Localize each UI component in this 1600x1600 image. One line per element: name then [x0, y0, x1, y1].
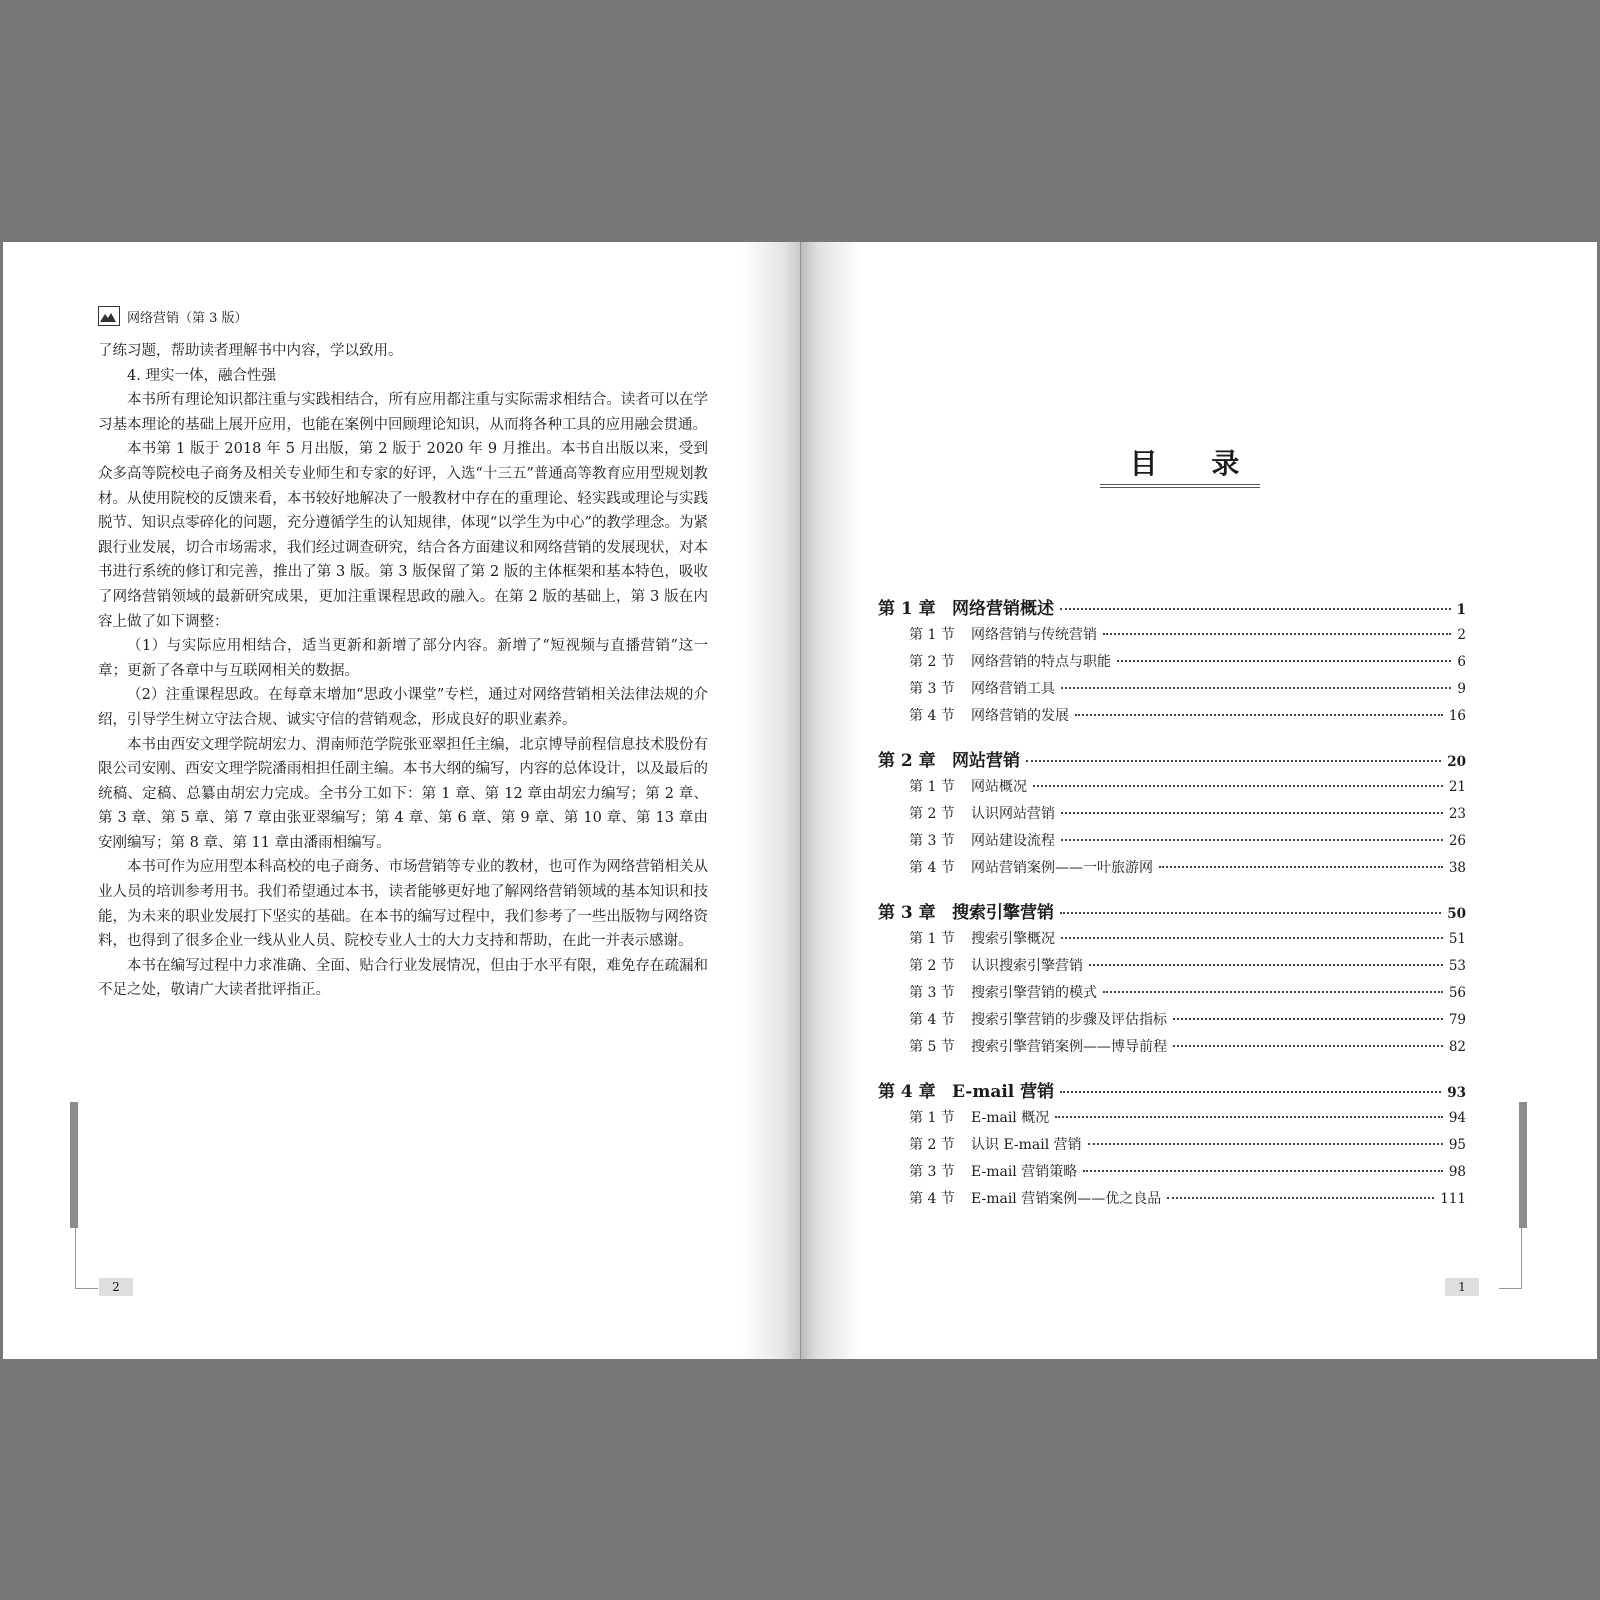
- toc-section-page: 95: [1448, 1137, 1466, 1153]
- paragraph: 本书由西安文理学院胡宏力、渭南师范学院张亚翠担任主编，北京博导前程信息技术股份有限公司安刚、西安文理学院潘雨相担任副主编。本书大纲的编写，内容的总体设计，以及最后的统稿、定稿、总纂由胡宏力完成。全书分工如下：第 1 章、第 12 章由胡宏力编写；第 2 章、第 3 章、第 5 章、第 7 章由张亚翠编写；第 4 章、第 6 章、第 9 章、第 10 章、第 13 章由安刚编写；第 8 章、第 11 章由潘雨相编写。: [98, 736, 708, 851]
- dot-leader: [1060, 912, 1441, 914]
- toc-section-number: 第 2 节: [909, 958, 955, 974]
- toc-section-label: [909, 651, 1111, 671]
- toc-section[interactable]: [878, 624, 1466, 651]
- toc-section[interactable]: [878, 1161, 1466, 1188]
- paragraph: （2）注重课程思政。在每章末增加“思政小课堂”专栏，通过对网络营销相关法律法规的介绍，引导学生树立守法合规、诚实守信的营销观念，形成良好的职业素养。: [98, 687, 708, 728]
- dot-leader: [1055, 1116, 1443, 1118]
- dot-leader: [1083, 1170, 1443, 1172]
- toc-section-label: [909, 830, 1055, 850]
- toc-section-page: 38: [1448, 860, 1466, 876]
- toc-chapter-title: 网络营销概述: [952, 599, 1054, 619]
- toc-section-title: E-mail 概况: [971, 1110, 1050, 1126]
- paragraph: 了练习题，帮助读者理解书中内容，学以致用。: [98, 343, 403, 359]
- toc-section[interactable]: [878, 955, 1466, 982]
- toc-section-page: 23: [1448, 806, 1466, 822]
- toc-chapter-page: 50: [1447, 906, 1466, 922]
- dot-leader: [1103, 991, 1443, 993]
- toc-section-page: 79: [1448, 1012, 1466, 1028]
- toc-section-title: 搜索引擎营销的步骤及评估指标: [971, 1012, 1167, 1028]
- dot-leader: [1061, 812, 1443, 814]
- toc-section[interactable]: [878, 1107, 1466, 1134]
- toc-section[interactable]: [878, 1188, 1466, 1215]
- toc-section-title: 网络营销工具: [971, 681, 1055, 697]
- page-number: 2: [99, 1278, 133, 1296]
- toc-section-number: 第 2 节: [909, 806, 955, 822]
- toc-section-label: [909, 857, 1153, 877]
- toc-title: 目 录: [1129, 447, 1262, 480]
- toc-section-number: 第 2 节: [909, 654, 955, 670]
- toc-section-label: [909, 982, 1097, 1002]
- toc-section-label: [909, 1036, 1167, 1056]
- toc-section-page: 94: [1448, 1110, 1466, 1126]
- dot-leader: [1061, 839, 1443, 841]
- toc-section[interactable]: [878, 928, 1466, 955]
- toc-section-number: 第 2 节: [909, 1137, 955, 1153]
- dot-leader: [1061, 937, 1443, 939]
- toc-section[interactable]: [878, 1036, 1466, 1063]
- toc-chapter-title: E-mail 营销: [952, 1082, 1055, 1102]
- toc-section-label: [909, 624, 1097, 644]
- toc-section-number: 第 4 节: [909, 860, 955, 876]
- toc-section-page: 56: [1448, 985, 1466, 1001]
- dot-leader: [1173, 1045, 1443, 1047]
- toc-section-title: E-mail 营销案例——优之良品: [971, 1191, 1162, 1207]
- toc-section[interactable]: [878, 1009, 1466, 1036]
- corner-mark: [75, 1228, 98, 1289]
- toc-section-title: 网络营销与传统营销: [971, 627, 1097, 643]
- toc-section[interactable]: [878, 857, 1466, 884]
- toc-section[interactable]: [878, 803, 1466, 830]
- book-spread: [3, 242, 1597, 1359]
- table-of-contents: [878, 594, 1466, 1215]
- toc-section-title: 网站营销案例——一叶旅游网: [971, 860, 1153, 876]
- dot-leader: [1060, 608, 1451, 610]
- toc-section-number: 第 3 节: [909, 985, 955, 1001]
- toc-section-label: [909, 1134, 1082, 1154]
- toc-title-rule: [1100, 484, 1260, 488]
- toc-chapter-number: 第 4 章: [878, 1082, 936, 1102]
- toc-section-label: [909, 1107, 1049, 1127]
- side-bar: [1519, 1102, 1527, 1228]
- toc-chapter-number: 第 1 章: [878, 599, 936, 619]
- dot-leader: [1061, 687, 1451, 689]
- toc-section[interactable]: [878, 776, 1466, 803]
- toc-section-label: [909, 705, 1069, 725]
- right-page: [800, 242, 1597, 1359]
- toc-section[interactable]: [878, 651, 1466, 678]
- toc-section-number: 第 1 节: [909, 627, 955, 643]
- side-bar: [70, 1102, 78, 1228]
- page-number: 1: [1445, 1278, 1479, 1296]
- toc-section-page: 16: [1448, 708, 1466, 724]
- toc-chapter[interactable]: [878, 746, 1466, 776]
- dot-leader: [1103, 633, 1451, 635]
- dot-leader: [1088, 1143, 1443, 1145]
- toc-chapter[interactable]: [878, 1077, 1466, 1107]
- toc-section-number: 第 4 节: [909, 1191, 955, 1207]
- toc-section[interactable]: [878, 830, 1466, 857]
- toc-chapter-label: [878, 594, 1054, 619]
- toc-section-number: 第 4 节: [909, 708, 955, 724]
- toc-section-number: 第 1 节: [909, 931, 955, 947]
- toc-section-title: 网站建设流程: [971, 833, 1055, 849]
- dot-leader: [1159, 866, 1443, 868]
- toc-chapter-number: 第 2 章: [878, 751, 936, 771]
- toc-section-page: 98: [1448, 1164, 1466, 1180]
- toc-section-page: 53: [1448, 958, 1466, 974]
- dot-leader: [1026, 760, 1441, 762]
- toc-section-number: 第 3 节: [909, 681, 955, 697]
- toc-section-title: 网络营销的特点与职能: [971, 654, 1111, 670]
- toc-chapter-number: 第 3 章: [878, 903, 936, 923]
- toc-section[interactable]: [878, 1134, 1466, 1161]
- toc-section-title: E-mail 营销策略: [971, 1164, 1078, 1180]
- toc-section-page: 2: [1457, 627, 1466, 643]
- toc-section-number: 第 4 节: [909, 1012, 955, 1028]
- toc-section-page: 21: [1448, 779, 1466, 795]
- toc-section-label: [909, 1009, 1167, 1029]
- dot-leader: [1033, 785, 1443, 787]
- toc-section[interactable]: [878, 678, 1466, 705]
- toc-chapter-page: 93: [1447, 1085, 1466, 1101]
- running-header-title: 网络营销（第 3 版）: [127, 310, 248, 326]
- toc-chapter-label: [878, 746, 1020, 771]
- toc-chapter-page: 20: [1447, 754, 1466, 770]
- paragraph: （1）与实际应用相结合，适当更新和新增了部分内容。新增了“短视频与直播营销”这一章；更新了各章中与互联网相关的数据。: [98, 638, 708, 679]
- toc-chapter[interactable]: [878, 898, 1466, 928]
- toc-section-title: 认识网站营销: [971, 806, 1055, 822]
- toc-chapter-title: 网站营销: [952, 751, 1020, 771]
- paragraph: 本书可作为应用型本科高校的电子商务、市场营销等专业的教材，也可作为网络营销相关从业人员的培训参考用书。我们希望通过本书，读者能够更好地了解网络营销领域的基本知识和技能，为未来的职业发展打下坚实的基础。在本书的编写过程中，我们参考了一些出版物与网络资料，也得到了很多企业一线从业人员、院校专业人士的大力支持和帮助，在此一并表示感谢。: [98, 859, 708, 950]
- toc-chapter[interactable]: [878, 594, 1466, 624]
- toc-section-page: 9: [1457, 681, 1466, 697]
- toc-section-title: 网站概况: [971, 779, 1027, 795]
- running-header: [98, 306, 248, 326]
- toc-chapter-title: 搜索引擎营销: [952, 903, 1054, 923]
- toc-section-label: [909, 955, 1083, 975]
- toc-chapter-label: [878, 898, 1054, 923]
- toc-section-title: 网络营销的发展: [971, 708, 1069, 724]
- paragraph: 本书第 1 版于 2018 年 5 月出版，第 2 版于 2020 年 9 月推出。本书自出版以来，受到众多高等院校电子商务及相关专业师生和专家的好评，入选“十三五”普通高等教育应用型规划教材。从使用院校的反馈来看，本书较好地解决了一般教材中存在的重理论、轻实践或理论与实践脱节、知识点零碎化的问题，充分遵循学生的认知规律，体现“以学生为中心”的教学理念。为紧跟行业发展，切合市场需求，我们经过调查研究，结合各方面建议和网络营销的发展现状，对本书进行系统的修订和完善，推出了第 3 版。第 3 版保留了第 2 版的主体框架和基本特色，吸收了网络营销领域的最新研究成果，更加注重课程思政的融入。在第 2 版的基础上，第 3 版在内容上做了如下调整：: [98, 441, 708, 630]
- corner-mark: [1499, 1228, 1522, 1289]
- toc-section-label: [909, 928, 1055, 948]
- toc-section-label: [909, 678, 1055, 698]
- dot-leader: [1173, 1018, 1443, 1020]
- toc-chapter-page: 1: [1456, 602, 1466, 618]
- paragraph: 本书在编写过程中力求准确、全面、贴合行业发展情况，但由于水平有限，难免存在疏漏和不足之处，敬请广大读者批评指正。: [98, 957, 708, 999]
- toc-section-page: 6: [1457, 654, 1466, 670]
- toc-section-number: 第 3 节: [909, 833, 955, 849]
- toc-section-number: 第 1 节: [909, 779, 955, 795]
- preface-body: [98, 339, 708, 1003]
- gutter-shadow: [800, 242, 860, 1359]
- toc-section-title: 认识搜索引擎营销: [971, 958, 1083, 974]
- toc-section-title: 认识 E-mail 营销: [971, 1137, 1082, 1153]
- dot-leader: [1089, 964, 1443, 966]
- gutter-shadow: [741, 242, 801, 1359]
- dot-leader: [1060, 1091, 1441, 1093]
- toc-section-label: [909, 776, 1027, 796]
- toc-section[interactable]: [878, 982, 1466, 1009]
- toc-section-title: 搜索引擎营销案例——博导前程: [971, 1039, 1167, 1055]
- toc-section-page: 51: [1448, 931, 1466, 947]
- image-icon: [98, 306, 120, 326]
- toc-section[interactable]: [878, 705, 1466, 732]
- toc-section-label: [909, 1188, 1161, 1208]
- paragraph: 本书所有理论知识都注重与实践相结合，所有应用都注重与实际需求相结合。读者可以在学习基本理论的基础上展开应用，也能在案例中回顾理论知识，从而将各种工具的应用融会贯通。: [98, 392, 708, 433]
- toc-section-title: 搜索引擎营销的模式: [971, 985, 1097, 1001]
- dot-leader: [1117, 660, 1451, 662]
- toc-section-page: 111: [1440, 1191, 1466, 1207]
- toc-section-number: 第 1 节: [909, 1110, 955, 1126]
- toc-chapter-label: [878, 1077, 1054, 1102]
- dot-leader: [1167, 1197, 1434, 1199]
- dot-leader: [1075, 714, 1443, 716]
- toc-section-title: 搜索引擎概况: [971, 931, 1055, 947]
- toc-section-label: [909, 803, 1055, 823]
- toc-section-label: [909, 1161, 1077, 1181]
- toc-section-page: 82: [1448, 1039, 1466, 1055]
- left-page: [3, 242, 801, 1359]
- subheading: 4. 理实一体，融合性强: [127, 367, 276, 384]
- toc-section-number: 第 5 节: [909, 1039, 955, 1055]
- toc-section-number: 第 3 节: [909, 1164, 955, 1180]
- toc-section-page: 26: [1448, 833, 1466, 849]
